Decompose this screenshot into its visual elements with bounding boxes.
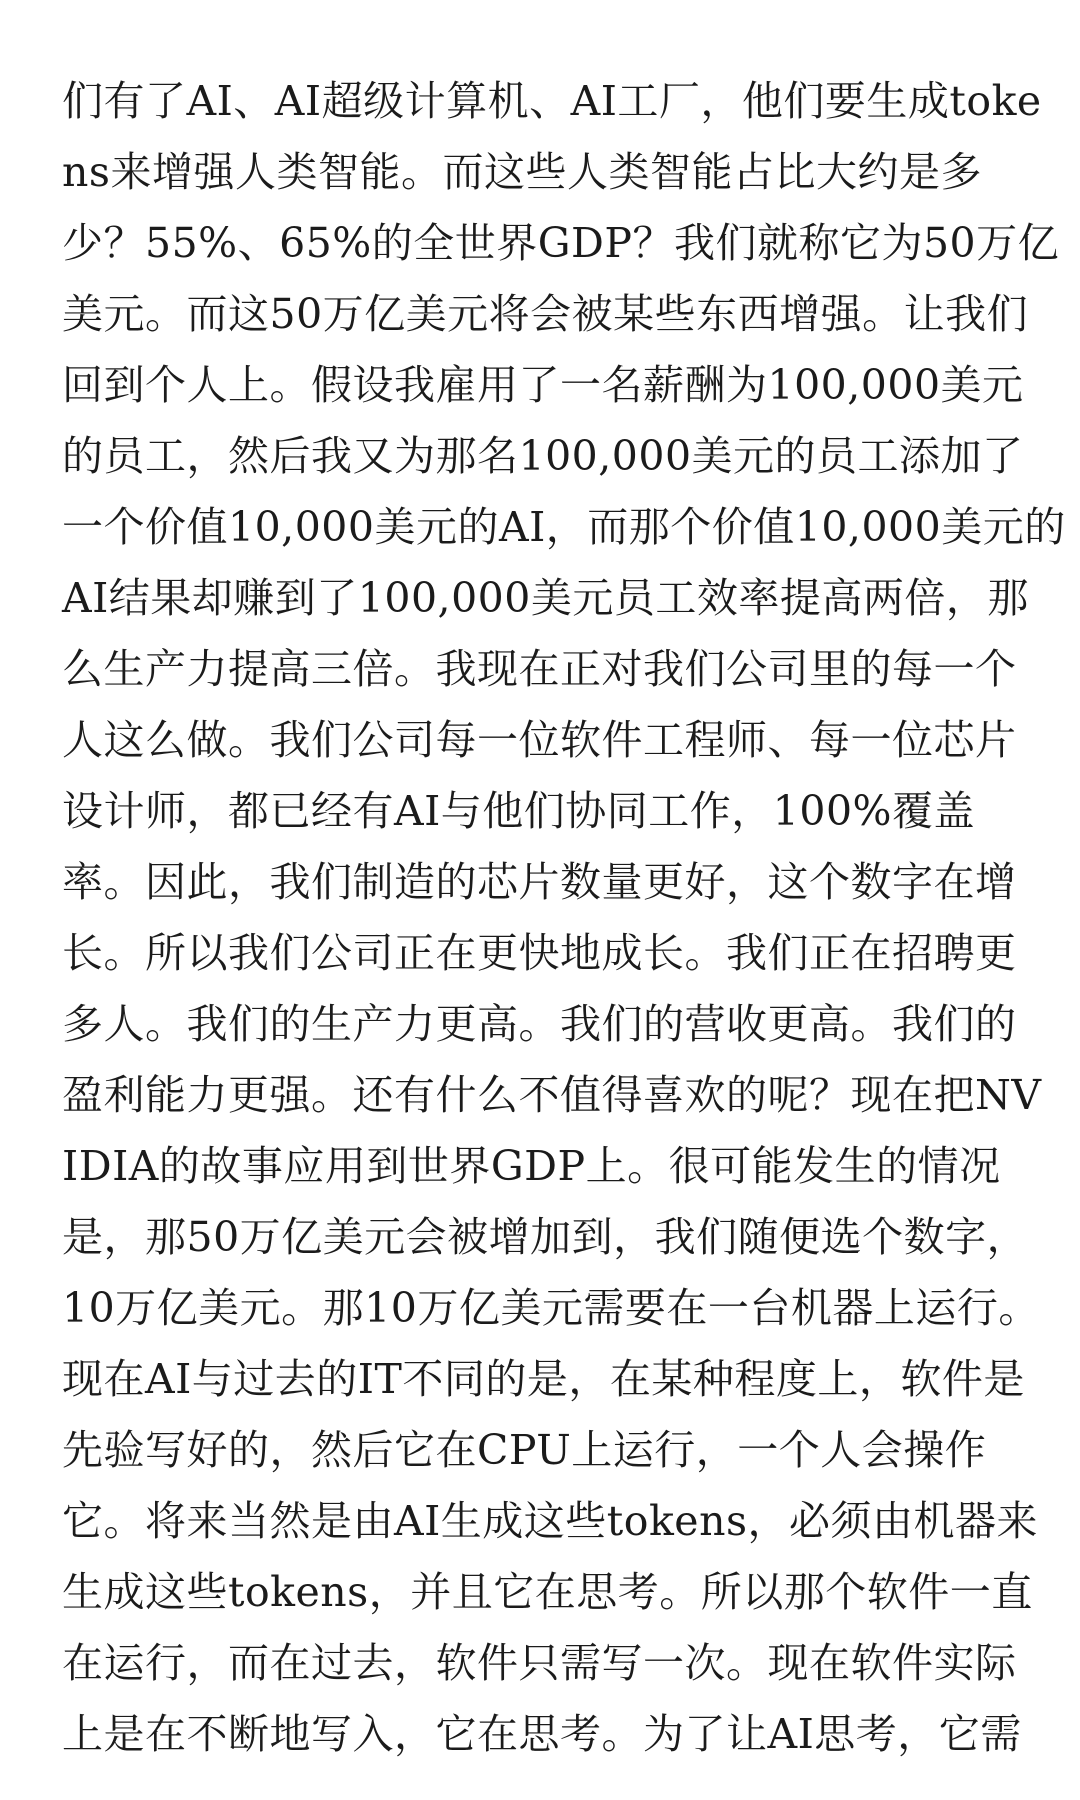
article-body — [62, 66, 1066, 1770]
text-line-11: 设计师，都已经有AI与他们协同工作，100%覆盖 — [62, 787, 976, 835]
text-line-14: 多人。我们的生产力更高。我们的营收更高。我们的 — [62, 1000, 1017, 1048]
text-line-23: 在运行，而在过去，软件只需写一次。现在软件实际 — [62, 1639, 1017, 1687]
text-line-15: 盈利能力更强。还有什么不值得喜欢的呢？现在把NV — [62, 1071, 1042, 1119]
text-line-5: 回到个人上。假设我雇用了一名薪酬为100,000美元 — [62, 361, 1024, 409]
text-line-22: 生成这些tokens，并且它在思考。所以那个软件一直 — [62, 1568, 1033, 1616]
text-line-18: 10万亿美元。那10万亿美元需要在一台机器上运行。 — [62, 1284, 1040, 1332]
text-line-12: 率。因此，我们制造的芯片数量更好，这个数字在增 — [62, 858, 1017, 906]
text-line-7: 一个价值10,000美元的AI，而那个价值10,000美元的 — [62, 503, 1066, 551]
text-line-10: 人这么做。我们公司每一位软件工程师、每一位芯片 — [62, 716, 1017, 764]
text-line-4: 美元。而这50万亿美元将会被某些东西增强。让我们 — [62, 290, 1029, 338]
text-line-6: 的员工，然后我又为那名100,000美元的员工添加了 — [62, 432, 1024, 480]
text-line-13: 长。所以我们公司正在更快地成长。我们正在招聘更 — [62, 929, 1017, 977]
text-line-3: 少？55%、65%的全世界GDP？我们就称它为50万亿 — [62, 219, 1060, 267]
text-line-19: 现在AI与过去的IT不同的是，在某种程度上，软件是 — [62, 1355, 1025, 1403]
text-line-2: ns来增强人类智能。而这些人类智能占比大约是多 — [62, 148, 982, 196]
text-line-17: 是，那50万亿美元会被增加到，我们随便选个数字， — [62, 1213, 1029, 1261]
text-line-9: 么生产力提高三倍。我现在正对我们公司里的每一个 — [62, 645, 1017, 693]
text-line-24: 上是在不断地写入，它在思考。为了让AI思考，它需 — [62, 1710, 1022, 1758]
text-line-8: AI结果却赚到了100,000美元员工效率提高两倍，那 — [62, 574, 1029, 622]
text-line-20: 先验写好的，然后它在CPU上运行，一个人会操作 — [62, 1426, 987, 1474]
text-line-16: IDIA的故事应用到世界GDP上。很可能发生的情况 — [62, 1142, 1001, 1190]
text-line-21: 它。将来当然是由AI生成这些tokens，必须由机器来 — [62, 1497, 1039, 1545]
text-line-1: 们有了AI、AI超级计算机、AI工厂，他们要生成toke — [62, 77, 1042, 125]
